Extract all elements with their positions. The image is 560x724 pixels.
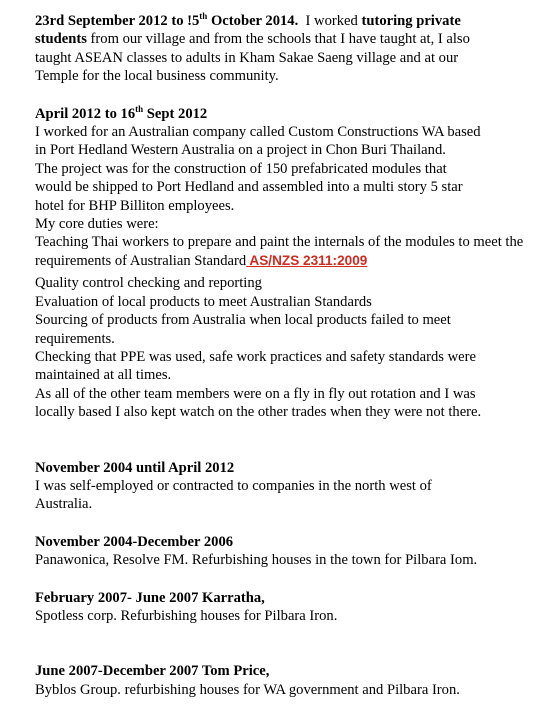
section-self-employed: [35, 459, 560, 514]
paragraph-line: Australia.: [35, 496, 93, 513]
section-panawonica: [35, 533, 560, 570]
duties-list: [35, 274, 560, 421]
paragraph-line: Panawonica, Resolve FM. Refurbishing houses in the town for Pilbara Iom.: [35, 552, 478, 569]
paragraph-line: My core duties were:: [35, 216, 159, 233]
custom-constructions-heading: April 2012 to 16th Sept 2012: [35, 103, 208, 122]
duty-line: As all of the other team members were on a fly in fly out rotation and I was: [35, 385, 476, 402]
tutoring-line-3: taught ASEAN classes to adults in Kham Sakae Saeng village and at our: [35, 49, 459, 66]
tutoring-heading: 23rd September 2012 to !5th October 2014.: [35, 11, 299, 29]
duty-line: Quality control checking and reporting: [35, 275, 262, 292]
duty-line: Checking that PPE was used, safe work practices and safety standards were: [35, 348, 476, 365]
section-tutoring: [35, 12, 560, 86]
tutoring-line-1: 23rd September 2012 to !5th October 2014. I worked tutoring private: [35, 11, 461, 29]
duty-line: Evaluation of local products to meet Australian Standards: [35, 293, 372, 310]
requirements-line: requirements of Australian Standard AS/NZS 2311:2009: [35, 252, 368, 269]
paragraph-line: hotel for BHP Billiton employees.: [35, 197, 235, 214]
paragraph-line: I worked for an Australian company called Custom Constructions WA based: [35, 124, 481, 141]
paragraph-line: Teaching Thai workers to prepare and paint the internals of the modules to meet the: [35, 234, 524, 251]
tutoring-line-4: Temple for the local business community.: [35, 68, 279, 85]
tutoring-line-2: students from our village and from the schools that I have taught at, I also: [35, 31, 470, 48]
paragraph-line: The project was for the construction of 150 prefabricated modules that: [35, 160, 447, 177]
section-custom-constructions: [35, 105, 560, 422]
self-employed-heading: November 2004 until April 2012: [35, 459, 235, 476]
paragraph-line: Spotless corp. Refurbishing houses for Pilbara Iron.: [35, 607, 338, 624]
tom-price-heading: June 2007-December 2007 Tom Price,: [35, 663, 270, 680]
section-karratha: [35, 589, 560, 626]
paragraph-line: I was self-employed or contracted to companies in the north west of: [35, 477, 432, 494]
karratha-heading: February 2007- June 2007 Karratha,: [35, 589, 265, 606]
document-page: [35, 12, 560, 699]
paragraph-line: would be shipped to Port Hedland and assembled into a multi story 5 star: [35, 179, 463, 196]
panawonica-heading: November 2004-December 2006: [35, 533, 234, 550]
section-tom-price: [35, 662, 560, 699]
paragraph-line: Byblos Group. refurbishing houses for WA government and Pilbara Iron.: [35, 681, 460, 698]
duty-line: Sourcing of products from Australia when local products failed to meet: [35, 312, 451, 329]
paragraph-line: in Port Hedland Western Australia on a project in Chon Buri Thailand.: [35, 142, 446, 159]
duty-line: maintained at all times.: [35, 367, 172, 384]
duty-line: locally based I also kept watch on the other trades when they were not there.: [35, 404, 482, 421]
standard-link[interactable]: AS/NZS 2311:2009: [246, 252, 368, 268]
duty-line: requirements.: [35, 330, 115, 347]
